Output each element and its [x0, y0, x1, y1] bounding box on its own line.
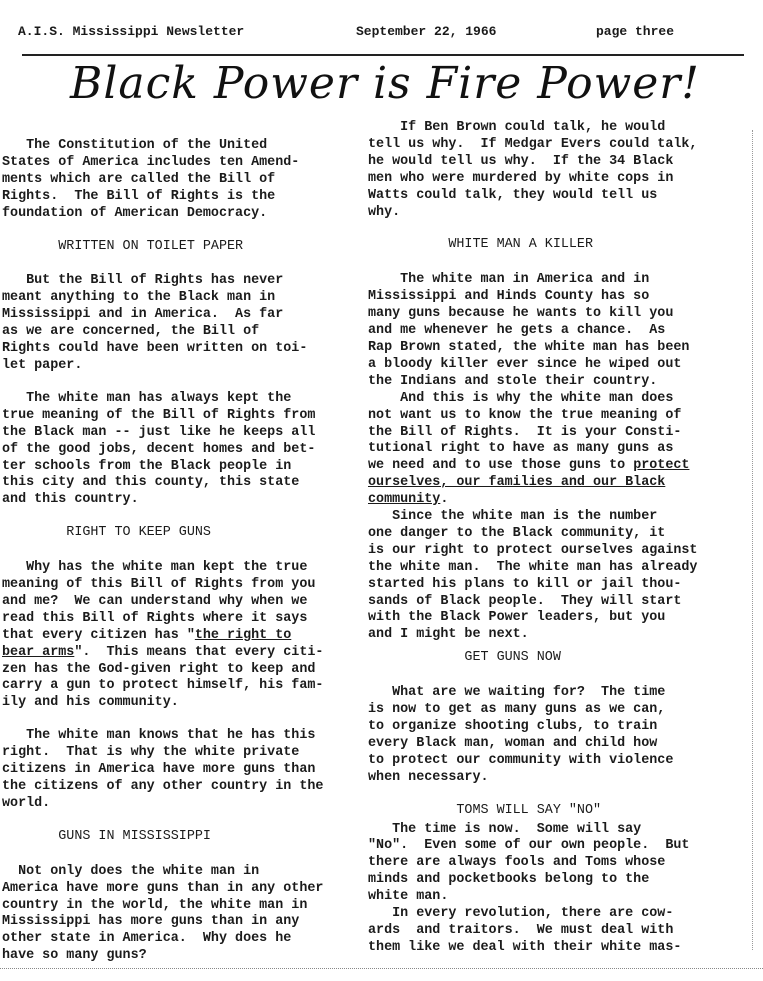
right-column — [368, 120, 753, 973]
newsletter-header — [18, 24, 748, 46]
text-line: there are always fools and Toms whose — [368, 855, 666, 871]
text-line: the Indians and stole their country. — [368, 373, 658, 389]
text-line: not want us to know the true meaning of — [368, 407, 682, 423]
text-line: Not only does the white man in — [2, 863, 260, 879]
text-line: Rights could have been written on toi- — [2, 341, 308, 357]
text-line: meaning of this Bill of Rights from you — [2, 577, 316, 593]
text-line: is now to get as many guns as we can, — [368, 702, 666, 718]
section-heading-toms: TOMS WILL SAY "NO" — [368, 802, 602, 818]
intro-paragraph — [2, 138, 358, 223]
text-line: and me whenever he gets a chance. As — [368, 323, 666, 339]
text-line: States of America includes ten Amend- — [2, 154, 300, 170]
paragraph-true-meaning — [2, 391, 358, 509]
text-line: true meaning of the Bill of Rights from — [2, 407, 316, 423]
text-line: ments which are called the Bill of — [2, 171, 276, 187]
text-line: But the Bill of Rights has never — [2, 273, 284, 289]
text-line: as we are concerned, the Bill of — [2, 324, 260, 340]
section-heading-get-guns: GET GUNS NOW — [368, 650, 561, 666]
text-line: and this country. — [2, 492, 139, 508]
text-line: If Ben Brown could talk, he would — [368, 120, 666, 135]
paragraph-white-man-knows — [2, 728, 358, 813]
text-line: why. — [368, 204, 401, 220]
text-line: The time is now. Some will say — [368, 821, 642, 837]
text-line: when necessary. — [368, 769, 489, 785]
text-line: the Bill of Rights. It is your Consti- — [368, 424, 682, 440]
text-line: he would tell us why. If the 34 Black — [368, 153, 674, 169]
text-line: "No". Even some of our own people. But — [368, 838, 690, 854]
text-line: tutional right to have as many guns as — [368, 441, 674, 457]
issue-date: September 22, 1966 — [356, 24, 497, 39]
paragraph-why-kept: Why has the white man kept the true meaning of this Bill of Rights from you and me? We can understand why when we read this Bill of Rights where it says that every citizen has "the right to bear arms". This means that every citi- zen has the God-given right to keep and carry a gun to protect himself, his fam- ily and his community. — [2, 560, 358, 712]
underlined-phrase: bear arms — [2, 644, 75, 660]
text-line: And this is why the white man does — [368, 390, 674, 406]
text-line: the citizens of any other country in the — [2, 779, 324, 794]
section-heading-killer: WHITE MAN A KILLER — [368, 237, 593, 253]
page-headline: Black Power is Fire Power! — [70, 58, 700, 109]
text-line: them like we deal with their white mas- — [368, 939, 682, 955]
text-line: read this Bill of Rights where it says — [2, 610, 308, 626]
newsletter-name: A.I.S. Mississippi Newsletter — [18, 24, 245, 39]
paragraph-not-only — [2, 864, 358, 965]
text-line: Why has the white man kept the true — [2, 560, 308, 576]
text-line: Mississippi and in America. As far — [2, 307, 284, 323]
text-line: other state in America. Why does he — [2, 931, 292, 947]
underlined-phrase: ourselves, our families and our Black — [368, 475, 666, 491]
section-heading-toilet-paper: WRITTEN ON TOILET PAPER — [2, 238, 244, 254]
text-line: is our right to protect ourselves against — [368, 542, 698, 558]
text-line: minds and pocketbooks belong to the — [368, 872, 650, 888]
underlined-phrase: protect — [633, 458, 690, 474]
text-line: and me? We can understand why when we — [2, 593, 308, 609]
paragraph-ben-brown — [368, 120, 753, 221]
text-line: ards and traitors. We must deal with — [368, 922, 674, 938]
text-line: with the Black Power leaders, but you — [368, 610, 666, 626]
text-line: one danger to the Black community, it — [368, 525, 666, 541]
header-rule — [22, 54, 744, 56]
text-line: Since the white man is the number — [368, 509, 658, 525]
paragraph-so-many-guns: The white man in America and in Mississippi and Hinds County has so many guns because he wants to kill you and me whenever he gets a chance. As Rap Brown stated, the white man has been a bloody killer ever since he wiped out the Indians and stole their country. And this is why the white man does not want us to know the true meaning of the Bill of Rights. It is your Consti- tutional right to have as many guns as we need and to use those guns to protect ourselves, our families and our Black community. — [368, 272, 753, 509]
text-line: right. That is why the white private — [2, 745, 300, 761]
paragraph-number-one-danger — [368, 509, 753, 644]
paragraph-waiting — [368, 685, 753, 786]
text-line: zen has the God-given right to keep and — [2, 661, 316, 677]
bottom-edge-dots — [0, 968, 763, 970]
text-line: foundation of American Democracy. — [2, 205, 268, 221]
text-line: every Black man, woman and child how — [368, 735, 658, 751]
text-line: many guns because he wants to kill you — [368, 306, 674, 322]
text-line: What are we waiting for? The time — [368, 685, 666, 701]
text-line: men who were murdered by white cops in — [368, 170, 674, 186]
text-line: this city and this county, this state — [2, 475, 300, 491]
text-line: of the good jobs, decent homes and bet- — [2, 441, 316, 457]
text-line: carry a gun to protect himself, his fam- — [2, 678, 324, 694]
text-line: country in the world, the white man in — [2, 897, 308, 913]
text-line: The white man has always kept the — [2, 390, 292, 406]
text-line: Mississippi and Hinds County has so — [368, 289, 650, 305]
text-line: world. — [2, 795, 51, 811]
text-line: America have more guns than in any other — [2, 880, 324, 896]
text-line: The Constitution of the United — [2, 138, 268, 153]
text-line: the Black man -- just like he keeps all — [2, 424, 316, 440]
text-line: ily and his community. — [2, 695, 179, 711]
page-number: page three — [596, 24, 675, 39]
paragraph-time-is-now — [368, 822, 753, 957]
left-column — [2, 138, 358, 981]
text-line: Mississippi has more guns than in any — [2, 914, 300, 930]
text-line: to organize shooting clubs, to train — [368, 719, 658, 734]
underlined-phrase: community — [368, 492, 441, 508]
text-line: let paper. — [2, 357, 83, 373]
section-heading-guns-mississippi: GUNS IN MISSISSIPPI — [2, 828, 211, 844]
section-heading-keep-guns: RIGHT TO KEEP GUNS — [2, 525, 211, 541]
text-line: started his plans to kill or jail thou- — [368, 576, 682, 592]
text-line: white man. — [368, 889, 449, 905]
text-line: The white man in America and in — [368, 272, 650, 288]
paragraph-never-meant — [2, 273, 358, 374]
underlined-phrase: the right to — [194, 627, 292, 643]
text-line: the white man. The white man has already — [368, 559, 698, 575]
text-line: to protect our community with violence — [368, 752, 674, 768]
text-line: meant anything to the Black man in — [2, 290, 276, 306]
text-line: ter schools from the Black people in — [2, 458, 292, 474]
text-line: In every revolution, there are cow- — [368, 906, 674, 922]
column-edge-dots — [752, 130, 754, 950]
text-line: sands of Black people. They will start — [368, 593, 682, 609]
text-line: citizens in America have more guns than — [2, 762, 316, 778]
text-line: The white man knows that he has this — [2, 728, 316, 744]
text-line: Watts could talk, they would tell us — [368, 187, 658, 203]
text-line: a bloody killer ever since he wiped out — [368, 356, 682, 372]
text-line: have so many guns? — [2, 948, 147, 964]
text-line: Rights. The Bill of Rights is the — [2, 188, 276, 204]
text-line: tell us why. If Medgar Evers could talk, — [368, 136, 698, 152]
text-line: and I might be next. — [368, 627, 529, 643]
text-line: Rap Brown stated, the white man has been — [368, 339, 690, 355]
